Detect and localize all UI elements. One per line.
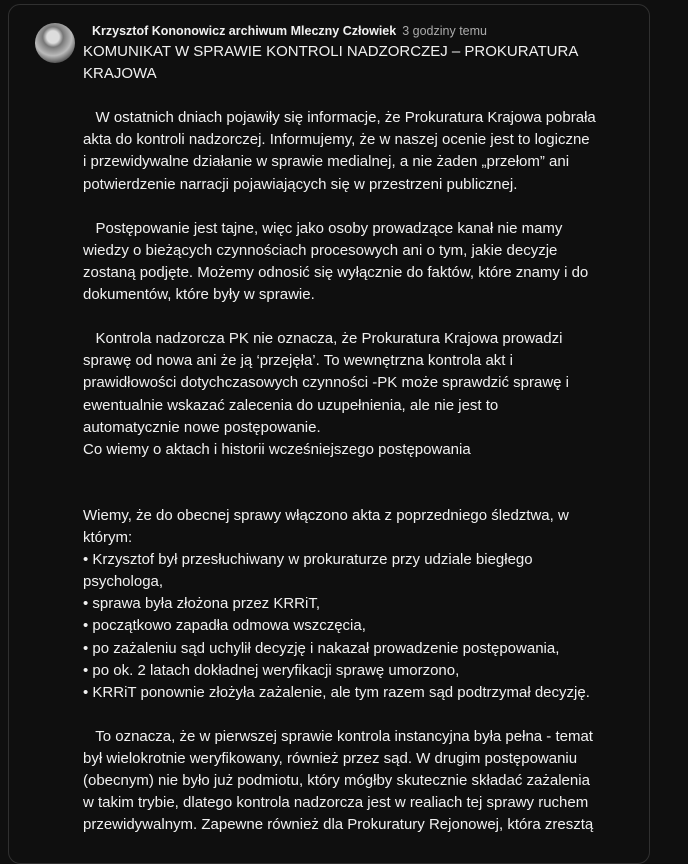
post-text-line: w takim trybie, dlatego kontrola nadzorcza jest w realiach tej sprawy ruchem xyxy=(83,794,589,812)
post-text-line: Kontrola nadzorcza PK nie oznacza, że Prokuratura Krajowa prowadzi xyxy=(83,330,563,348)
post-text-line: • KRRiT ponownie złożyła zażalenie, ale tym razem sąd podtrzymał decyzję. xyxy=(83,683,590,701)
post-text-line: • po ok. 2 latach dokładnej weryfikacji sprawę umorzono, xyxy=(83,661,460,679)
post-text-line: • po zażaleniu sąd uchylił decyzję i nakazał prowadzenie postępowania, xyxy=(83,639,560,657)
post-text-line xyxy=(83,461,653,483)
post-text-line: akta do kontroli nadzorczej. Informujemy, że w naszej ocenie jest to logiczne xyxy=(83,131,590,149)
post-text-line xyxy=(83,85,653,107)
post-text-line: psychologa, xyxy=(83,573,164,591)
post-text-line: i przewidywalne działanie w sprawie medialnej, a nie żaden „przełom” ani xyxy=(83,153,570,171)
post-text-line xyxy=(83,306,653,328)
post-title-line: KRAJOWA xyxy=(83,65,157,83)
post-text-line xyxy=(83,483,653,505)
post-text-line: potwierdzenie narracji pojawiających się w przestrzeni publicznej. xyxy=(83,175,518,193)
avatar[interactable] xyxy=(35,23,75,63)
post-text-line: dokumentów, które były w sprawie. xyxy=(83,286,315,304)
post-body xyxy=(83,41,653,836)
post-header xyxy=(92,24,487,38)
post-text-line: zostaną podjęte. Możemy odnosić się wyłącznie do faktów, które znamy i do xyxy=(83,263,589,281)
post-text-line: sprawę od nowa ani że ją ‘przejęła’. To wewnętrzna kontrola akt i xyxy=(83,352,513,370)
post-text-line: W ostatnich dniach pojawiły się informacje, że Prokuratura Krajowa pobrała xyxy=(83,109,596,127)
post-text-line: Co wiemy o aktach i historii wcześniejszego postępowania xyxy=(83,440,471,458)
post-text-line: Wiemy, że do obecnej sprawy włączono akta z poprzedniego śledztwa, w xyxy=(83,506,569,524)
post-text-line: To oznacza, że w pierwszej sprawie kontrola instancyjna była pełna - temat xyxy=(83,727,593,745)
post-text-line: przewidywalnym. Zapewne również dla Prokuratury Rejonowej, która zresztą xyxy=(83,816,594,834)
post-text-line: był wielokrotnie weryfikowany, również przez sąd. W drugim postępowaniu xyxy=(83,750,578,767)
post-text-line: • początkowo zapadła odmowa wszczęcia, xyxy=(83,617,366,635)
post-text-line xyxy=(83,196,653,218)
post-text-line xyxy=(83,704,653,726)
post-text-line: wiedzy o bieżących czynnościach procesowych ani o tym, jakie decyzje xyxy=(83,241,558,259)
author-name[interactable]: Krzysztof Kononowicz archiwum Mleczny Człowiek xyxy=(92,24,397,38)
post-time[interactable]: 3 godziny temu xyxy=(402,24,487,38)
post-text-line: (obecnym) nie było już podmiotu, który mógłby skutecznie składać zażalenia xyxy=(83,772,590,790)
post-text-line: • Krzysztof był przesłuchiwany w prokuraturze przy udziale biegłego xyxy=(83,551,533,569)
post-text-line: prawidłowości dotychczasowych czynności -PK może sprawdzić sprawę i xyxy=(83,374,570,392)
post-title-line: KOMUNIKAT W SPRAWIE KONTROLI NADZORCZEJ – PROKURATURA xyxy=(83,43,579,60)
post-text-line: którym: xyxy=(83,529,133,547)
post-text-line: ewentualnie wskazać zalecenia do uzupełnienia, ale nie jest to xyxy=(83,396,499,414)
post-text-line: • sprawa była złożona przez KRRiT, xyxy=(83,595,321,613)
post-text-line: automatycznie nowe postępowanie. xyxy=(83,418,321,436)
post-text-line: Postępowanie jest tajne, więc jako osoby prowadzące kanał nie mamy xyxy=(83,219,563,237)
